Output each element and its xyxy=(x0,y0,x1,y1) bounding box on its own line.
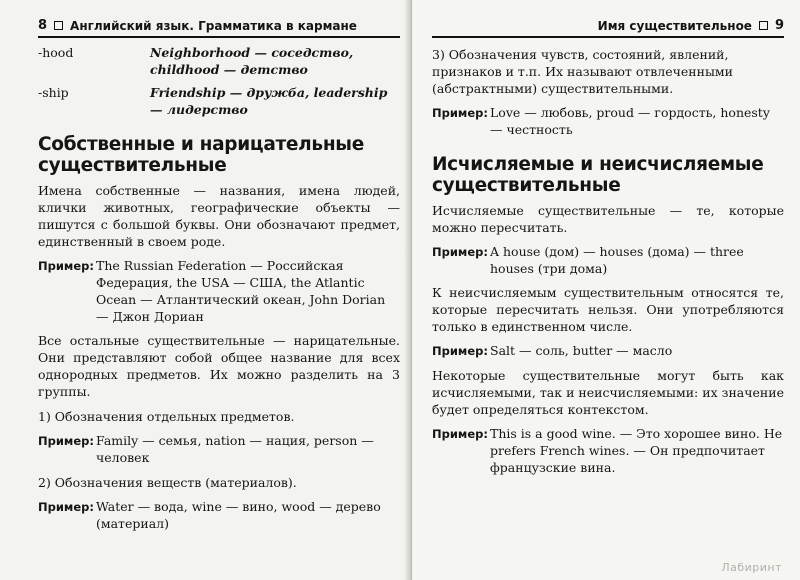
paragraph-countable: Исчисляемые существительные — те, которые можно пересчитать. xyxy=(432,203,784,235)
suffix-example: Neighborhood — соседство, childhood — детство xyxy=(150,45,354,77)
paragraph-uncountable: К неисчисляемым существительным относятся те, которые пересчитать нельзя. Они употребляются только в единственном числе. xyxy=(432,285,784,334)
suffix-row-ship xyxy=(38,84,400,118)
right-page xyxy=(412,0,800,580)
example-text: Love — любовь, proud — гордость, honesty — честность xyxy=(490,105,770,137)
example-label: Пример: xyxy=(432,245,488,259)
left-running-head xyxy=(38,18,400,38)
suffix-example: Friendship — дружба, leadership — лидерство xyxy=(150,85,388,117)
right-running-title: Имя существительное xyxy=(597,18,752,33)
paragraph-common-nouns: Все остальные существительные — нарицательные. Они представляют собой общее название для всех однородных предметов. Их можно разделить на 3 группы. xyxy=(38,333,400,399)
example-block xyxy=(432,342,784,360)
page-number-left: 8 xyxy=(38,18,48,33)
suffix-label: -hood xyxy=(38,45,74,60)
example-block xyxy=(432,425,784,476)
suffix-row-hood xyxy=(38,44,400,78)
example-block xyxy=(432,243,784,277)
suffix-label: -ship xyxy=(38,85,69,100)
square-bullet-icon xyxy=(759,21,768,30)
group-item-2: 2) Обозначения веществ (материалов). xyxy=(38,475,297,490)
right-running-head xyxy=(432,18,784,38)
square-bullet-icon xyxy=(54,21,63,30)
paragraph-both: Некоторые существительные могут быть как исчисляемыми, так и неисчисляемыми: их значение будет определяться контекстом. xyxy=(432,368,784,417)
group-item-1: 1) Обозначения отдельных предметов. xyxy=(38,409,295,424)
example-label: Пример: xyxy=(38,500,94,514)
example-block xyxy=(38,432,400,466)
example-label: Пример: xyxy=(432,427,488,441)
group-item-3: 3) Обозначения чувств, состояний, явлений, признаков и т.п. Их называют отвлеченными (абстрактными) существительными. xyxy=(432,47,733,96)
example-text: Salt — соль, butter — масло xyxy=(490,343,673,358)
labirint-watermark: Лабиринт xyxy=(721,561,782,574)
example-label: Пример: xyxy=(432,106,488,120)
section-heading-proper-common: Собственные и нарицательные существительные xyxy=(38,134,364,176)
example-text: The Russian Federation — Российская Федерация, the USA — США, the Atlantic Ocean — Атлантический океан, John Dorian — Джон Дориан xyxy=(96,258,386,324)
example-text: This is a good wine. — Это хорошее вино. He prefers French wines. — Он предпочитает французские вина. xyxy=(490,426,783,475)
section-heading-countable: Исчисляемые и неисчисляемые существительные xyxy=(432,154,764,196)
example-text: Water — вода, wine — вино, wood — дерево (материал) xyxy=(96,499,381,531)
example-label: Пример: xyxy=(38,434,94,448)
example-label: Пример: xyxy=(38,259,94,273)
example-block xyxy=(432,104,784,138)
example-text: A house (дом) — houses (дома) — three houses (три дома) xyxy=(490,244,744,276)
example-block xyxy=(38,257,400,325)
example-label: Пример: xyxy=(432,344,488,358)
page-number-right: 9 xyxy=(774,18,784,33)
example-text: Family — семья, nation — нация, person — человек xyxy=(96,433,374,465)
example-block xyxy=(38,498,400,532)
paragraph-proper-nouns: Имена собственные — названия, имена людей, клички животных, географические объекты — пишутся с большой буквы. Они обозначают предмет, единственный в своем роде. xyxy=(38,183,400,249)
left-running-title: Английский язык. Грамматика в кармане xyxy=(70,18,357,33)
